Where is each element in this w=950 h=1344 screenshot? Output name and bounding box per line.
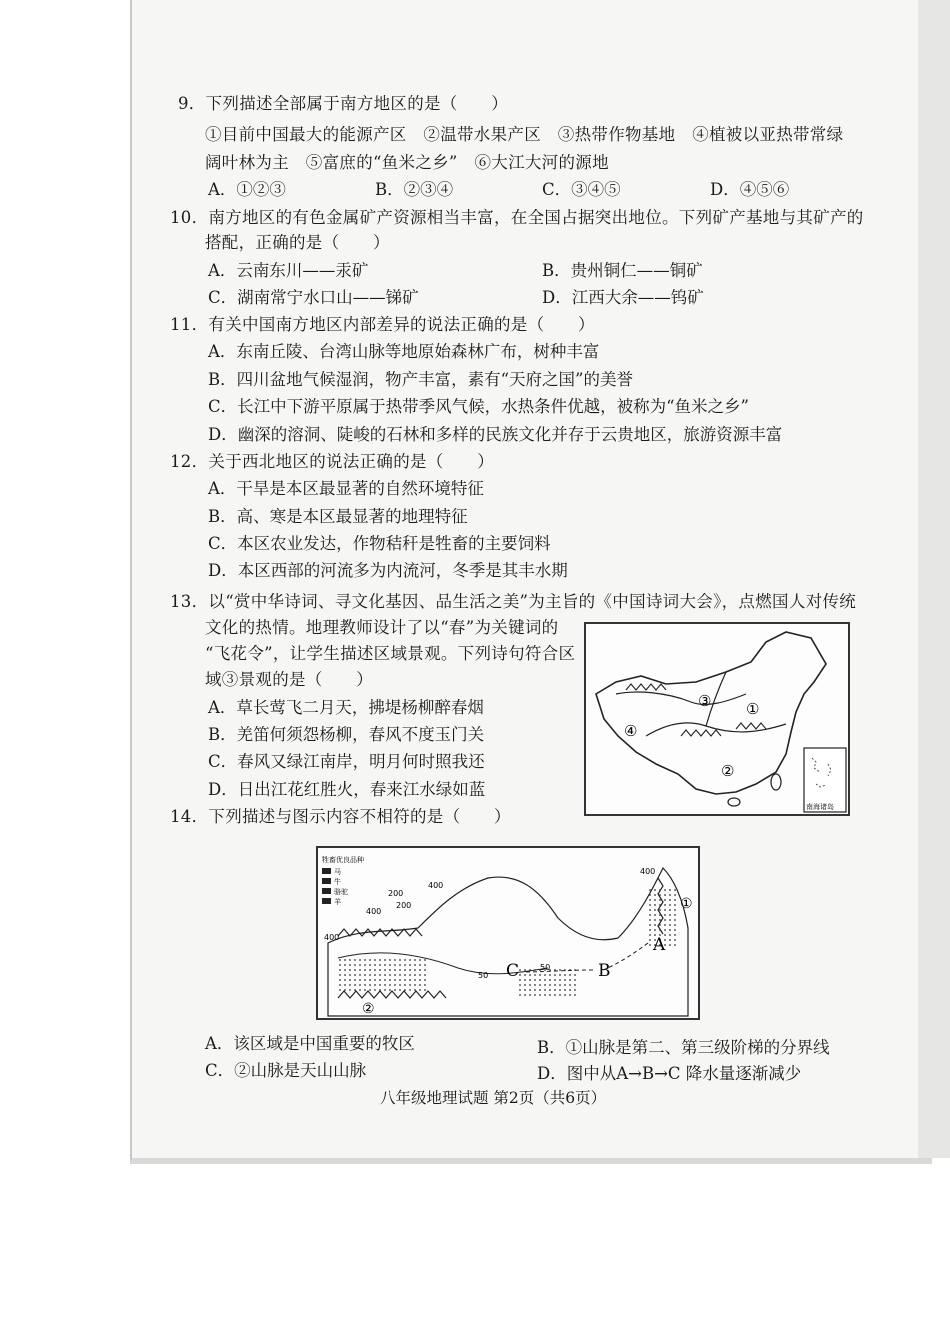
legend-sheep-icon bbox=[322, 898, 331, 904]
contour-400b: 400 bbox=[324, 933, 340, 942]
region-label-1: ① bbox=[746, 700, 760, 718]
q9-option-d: D．④⑤⑥ bbox=[710, 180, 790, 199]
q9-option-b: B．②③④ bbox=[375, 180, 454, 199]
hainan-island bbox=[728, 798, 740, 806]
region-label-3: ③ bbox=[698, 692, 712, 710]
q9-option-c: C．③④⑤ bbox=[542, 180, 621, 199]
contour-50a: 50 bbox=[478, 971, 489, 980]
contour-50b: 50 bbox=[540, 963, 551, 972]
legend-sheep: 羊 bbox=[334, 898, 341, 906]
q9-items-line2: 阔叶林为主 ⑤富庶的“鱼米之乡” ⑥大江大河的源地 bbox=[205, 153, 609, 172]
legend-horse-icon bbox=[322, 868, 331, 874]
point-b: B bbox=[598, 961, 611, 981]
desert-area-2 bbox=[518, 968, 578, 998]
legend-cattle-icon bbox=[322, 878, 331, 884]
taiwan-island bbox=[771, 774, 781, 790]
q9-items-line1: ①目前中国最大的能源产区 ②温带水果产区 ③热带作物基地 ④植被以亚热带常绿 bbox=[205, 125, 844, 144]
mountain-range-1 bbox=[626, 684, 666, 690]
contour-400c: 400 bbox=[428, 881, 444, 890]
china-outline-svg bbox=[586, 624, 848, 814]
point-a: A bbox=[653, 935, 666, 955]
inset-label: 南海诸岛 bbox=[806, 803, 834, 811]
q12-option-b: B．高、寒是本区最显著的地理特征 bbox=[208, 507, 468, 526]
q13-option-a: A．草长莺飞二月天，拂堤杨柳醉春烟 bbox=[208, 698, 484, 717]
q13-stem-line4: 域③景观的是（ ） bbox=[205, 670, 373, 689]
q11-option-d: D．幽深的溶洞、陡峻的石林和多样的民族文化并存于云贵地区，旅游资源丰富 bbox=[208, 425, 783, 444]
q12-stem: 12．关于西北地区的说法正确的是（ ） bbox=[170, 452, 494, 471]
contour-200a: 200 bbox=[388, 889, 404, 898]
page-edge bbox=[918, 0, 950, 1158]
contour-400a: 400 bbox=[366, 907, 382, 916]
contour-200b: 200 bbox=[396, 901, 412, 910]
q9-stem: 9．下列描述全部属于南方地区的是（ ） bbox=[178, 94, 508, 113]
q10-option-d: D．江西大余——钨矿 bbox=[542, 288, 704, 307]
q13-option-d: D．日出江花红胜火，春来江水绿如蓝 bbox=[208, 780, 486, 799]
mountain-range-3 bbox=[736, 723, 766, 729]
q13-option-b: B．羌笛何须怨杨柳，春风不度玉门关 bbox=[208, 725, 485, 744]
q13-option-c: C．春风又绿江南岸，明月何时照我还 bbox=[208, 752, 485, 771]
northwest-map-svg bbox=[318, 848, 698, 1018]
china-region-map bbox=[584, 622, 850, 816]
q11-option-b: B．四川盆地气候湿润，物产丰富，素有“天府之国”的美誉 bbox=[208, 370, 633, 389]
q10-stem: 10．南方地区的有色金属矿产资源相当丰富，在全国占据突出地位。下列矿产基地与其矿产的 bbox=[170, 208, 864, 227]
q12-option-c: C．本区农业发达，作物秸秆是牲畜的主要饲料 bbox=[208, 534, 551, 553]
point-c: C bbox=[506, 961, 520, 981]
page-footer: 八年级地理试题 第2页（共6页） bbox=[380, 1089, 607, 1107]
legend-camel: 骆驼 bbox=[334, 888, 348, 896]
q10-option-c: C．湖南常宁水口山——锑矿 bbox=[208, 288, 419, 307]
legend-horse: 马 bbox=[334, 868, 341, 876]
mountain-range-north bbox=[338, 929, 422, 936]
q11-option-a: A．东南丘陵、台湾山脉等地原始森林广布，树种丰富 bbox=[208, 342, 600, 361]
q12-option-d: D．本区西部的河流多为内流河，冬季是其丰水期 bbox=[208, 561, 568, 580]
region-label-4: ④ bbox=[624, 722, 638, 740]
q11-stem: 11．有关中国南方地区内部差异的说法正确的是（ ） bbox=[170, 315, 595, 334]
mountain-label-1: ① bbox=[680, 896, 693, 912]
q14-option-a: A．该区域是中国重要的牧区 bbox=[205, 1034, 415, 1053]
desert-area-1 bbox=[338, 956, 428, 994]
contour-400d: 400 bbox=[640, 867, 656, 876]
q10-option-b: B．贵州铜仁——铜矿 bbox=[542, 261, 703, 280]
mountain-label-2: ② bbox=[362, 1001, 375, 1017]
q11-option-c: C．长江中下游平原属于热带季风气候，水热条件优越，被称为“鱼米之乡” bbox=[208, 397, 749, 416]
q13-stem-line3: “飞花令”，让学生描述区域景观。下列诗句符合区 bbox=[205, 644, 576, 663]
mountain-range-2 bbox=[681, 730, 721, 736]
region-label-2: ② bbox=[721, 762, 735, 780]
q13-stem: 13．以“赏中华诗词、寻文化基因、品生活之美”为主旨的《中国诗词大会》，点燃国人对传统 bbox=[170, 592, 857, 611]
northwest-map bbox=[316, 846, 700, 1020]
q14-stem: 14．下列描述与图示内容不相符的是（ ） bbox=[170, 807, 511, 826]
legend-camel-icon bbox=[322, 888, 331, 894]
q10-stem-line2: 搭配，正确的是（ ） bbox=[205, 233, 390, 252]
q14-option-c: C．②山脉是天山山脉 bbox=[205, 1061, 367, 1080]
china-border bbox=[596, 632, 826, 794]
boundary-line-1 bbox=[616, 692, 746, 704]
q14-option-b: B．①山脉是第二、第三级阶梯的分界线 bbox=[537, 1038, 830, 1057]
q9-option-a: A．①②③ bbox=[208, 180, 286, 199]
legend-title: 牲畜优良品种 bbox=[322, 856, 364, 864]
q10-option-a: A．云南东川——汞矿 bbox=[208, 261, 369, 280]
legend-cattle: 牛 bbox=[334, 878, 341, 886]
q14-option-d: D．图中从A→B→C 降水量逐渐减少 bbox=[537, 1064, 802, 1083]
q12-option-a: A．干旱是本区最显著的自然环境特征 bbox=[208, 479, 484, 498]
q13-stem-line2: 文化的热情。地理教师设计了以“春”为关键词的 bbox=[205, 618, 559, 637]
